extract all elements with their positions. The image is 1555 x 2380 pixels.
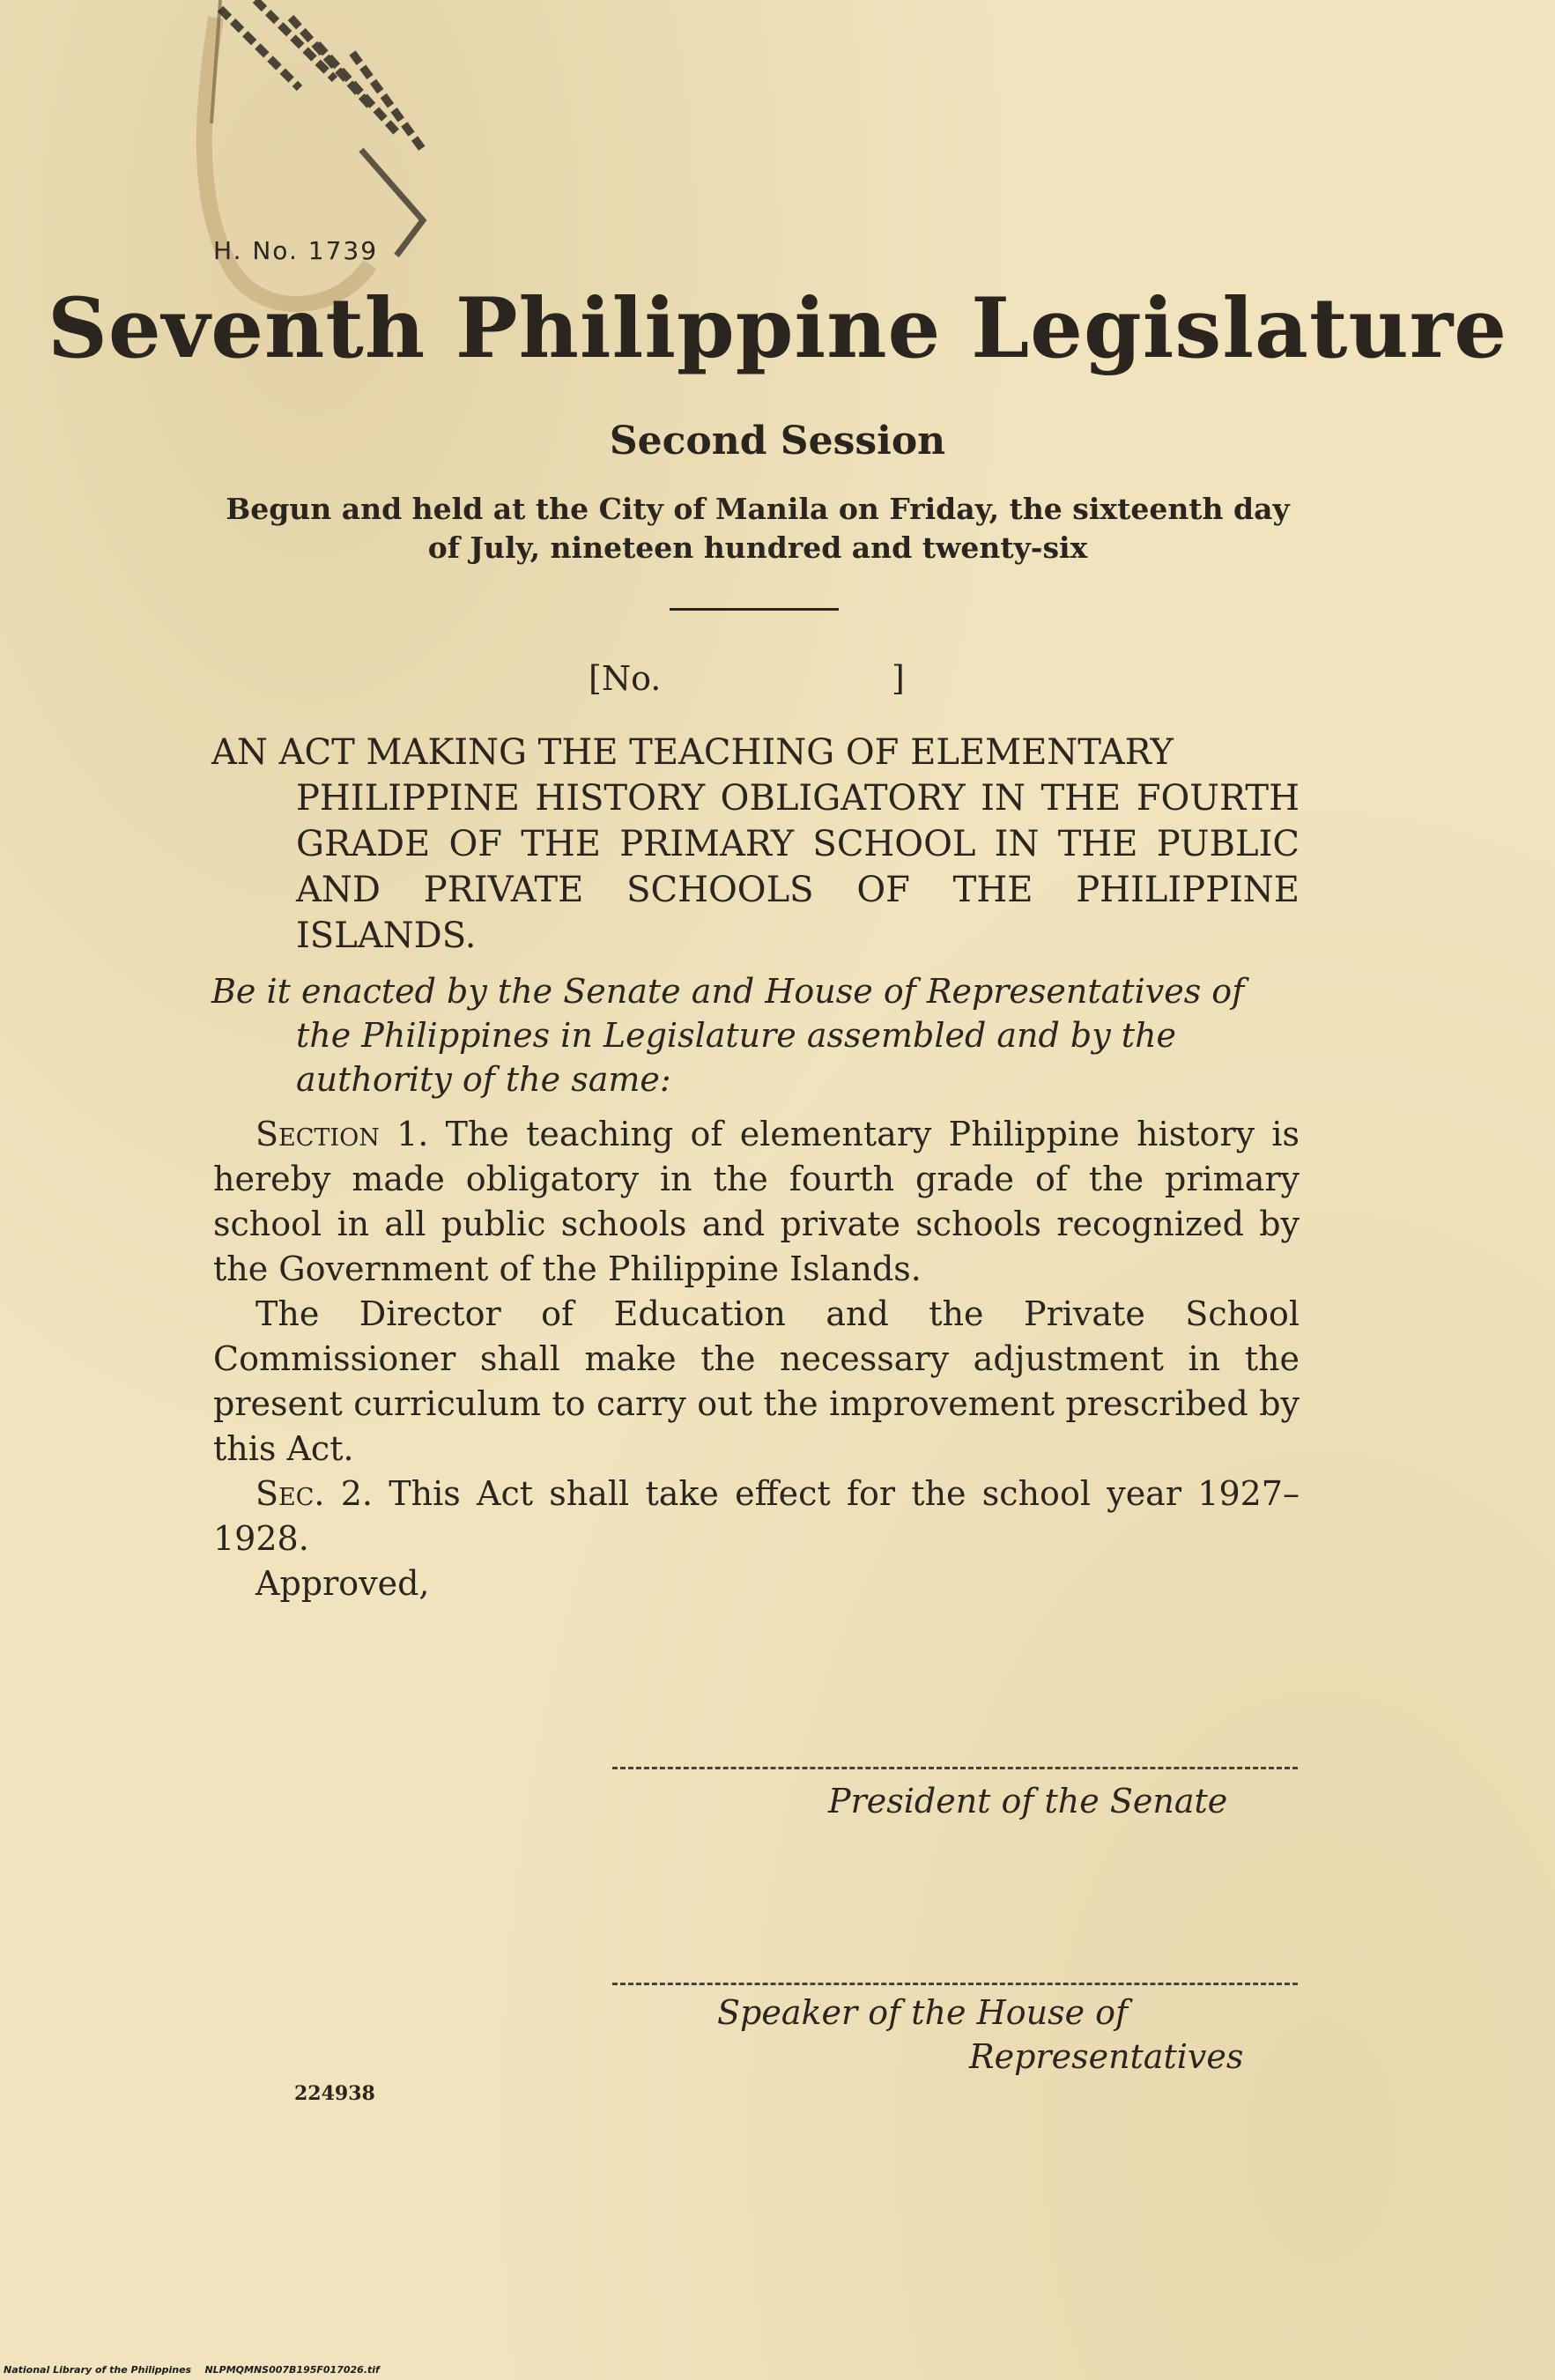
act-title-continuation: PHILIPPINE HISTORY OBLIGATORY IN THE FOURTH GRADE OF THE PRIMARY SCHOOL IN THE PUBLIC AND PRIVATE SCHOOLS OF THE PHILIPPINE ISLANDS. [296, 778, 1300, 956]
enacting-continuation: the Philippines in Legislature assembled and by the authority of the same: [296, 1016, 1177, 1099]
session-dateline [211, 490, 1304, 567]
footer-library: National Library of the Philippines [4, 2364, 192, 2376]
approved-line: Approved, [255, 1564, 430, 1603]
section-2 [213, 1472, 1300, 1561]
session-heading: Second Session [609, 419, 946, 463]
senate-signature-line [612, 1767, 1298, 1769]
footer-filename: NLPMQMNS007B195F017026.tif [204, 2364, 380, 2376]
archive-footer [4, 2364, 380, 2376]
section-2-text: This Act shall take effect for the school year 1927–1928. [213, 1474, 1300, 1558]
section-1-label: Section 1. [255, 1115, 429, 1153]
act-title [211, 730, 1300, 959]
house-bill-number: H. No. 1739 [213, 236, 379, 265]
section-1 [213, 1112, 1300, 1292]
dateline-line-1: Begun and held at the City of Manila on Friday, the sixteenth day [226, 492, 1290, 526]
section-2-label: Sec. 2. [255, 1474, 373, 1513]
section-1-paragraph-2: The Director of Education and the Private School Commissioner shall make the necessary adjustment in the present curriculum to carry out the improvement prescribed by this Act. [213, 1294, 1300, 1468]
speaker-label-line-1: Speaker of the House of [717, 1993, 1129, 2032]
act-body [213, 1112, 1300, 1606]
print-number: 224938 [294, 2082, 375, 2105]
enacting-first-line: Be it enacted by the Senate and House of Representatives of [211, 972, 1245, 1011]
dateline-line-2: of July, nineteen hundred and twenty-six [427, 530, 1088, 565]
legislature-title: Seventh Philippine Legislature [47, 280, 1508, 377]
speaker-label-line-2: Representatives [969, 2037, 1244, 2076]
speaker-signature-line [612, 1983, 1298, 1985]
act-number-close: ] [892, 659, 905, 698]
divider-rule [670, 608, 839, 611]
senate-president-label: President of the Senate [828, 1782, 1228, 1820]
act-number-open: [No. [589, 659, 662, 698]
enacting-clause [211, 969, 1300, 1101]
act-title-first-line: AN ACT MAKING THE TEACHING OF ELEMENTARY [211, 732, 1174, 773]
section-1-text: The teaching of elementary Philippine history is hereby made obligatory in the fourth grade of the primary school in all public schools and private schools recognized by the Government of the Philippine Islands. [213, 1115, 1300, 1288]
